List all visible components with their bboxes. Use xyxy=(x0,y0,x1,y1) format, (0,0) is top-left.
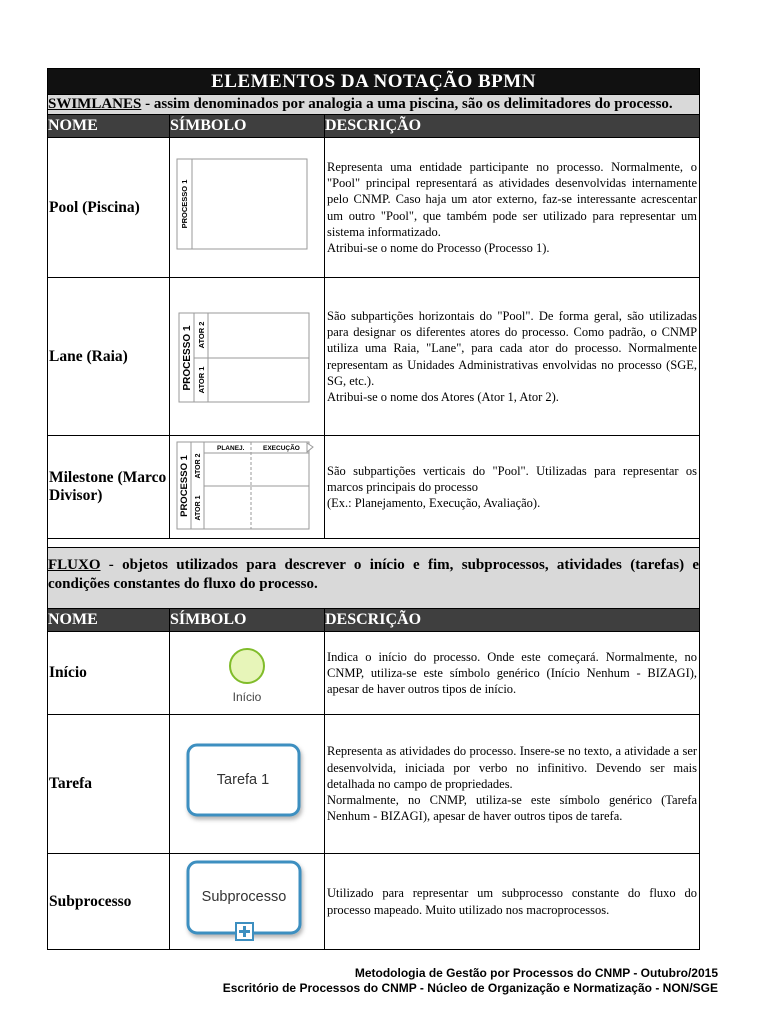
bpmn-elements-table xyxy=(47,68,700,950)
header-symbol: SÍMBOLO xyxy=(170,115,325,138)
row-name: Lane (Raia) xyxy=(48,278,170,436)
subprocess-caption: Subprocesso xyxy=(201,889,287,905)
lane-actor2-label: ATOR 2 xyxy=(197,321,206,349)
header-name: NOME xyxy=(48,609,170,632)
footer-line: Escritório de Processos do CNMP - Núcleo de Organização e Normatização - NON/SGE xyxy=(222,981,718,995)
swimlanes-intro-text: - assim denominados por analogia a uma piscina, são os delimitadores do processo. xyxy=(141,96,673,112)
milestone-phase2-label: EXECUÇÃO xyxy=(263,445,300,452)
task-caption: Tarefa 1 xyxy=(216,772,270,788)
description-text: Utilizado para representar um subprocesso constante do fluxo do processo mapeado. Muito utilizado nos macroprocessos. xyxy=(327,886,698,917)
description-text: Representa uma entidade participante no processo. Normalmente, o "Pool" principal representará as atividades desenvolvidas internamente pelo CNMP. Caso haja um ator externo, faz-se interessante acrescentar um outro "Pool", que também pode ser utilizado para representar um sistema informatizado. xyxy=(327,159,698,239)
start-event-symbol xyxy=(170,632,325,715)
table-row xyxy=(48,138,700,278)
description-text: Indica o início do processo. Onde este começará. Normalmente, no CNMP, utiliza-se este símbolo genérico (Início Nenhum - BIZAGI), apesar de haver outros tipos de início. xyxy=(327,649,698,697)
page-footer xyxy=(223,966,718,996)
row-name: Pool (Piscina) xyxy=(48,138,170,278)
row-description xyxy=(325,436,700,539)
fluxo-header-row xyxy=(48,609,700,632)
description-text: Normalmente, no CNMP, utiliza-se este símbolo genérico (Tarefa Nenhum - BIZAGI), apesar de haver outros tipos de tarefa. xyxy=(327,793,698,824)
header-description: DESCRIÇÃO xyxy=(325,115,700,138)
fluxo-intro xyxy=(48,548,700,609)
row-description xyxy=(325,854,700,950)
pool-symbol xyxy=(170,138,325,278)
row-description xyxy=(325,138,700,278)
row-name: Início xyxy=(48,632,170,715)
row-name: Subprocesso xyxy=(48,854,170,950)
table-row xyxy=(48,278,700,436)
lane-actor1-label: ATOR 1 xyxy=(197,366,206,394)
milestone-actor2-label: ATOR 2 xyxy=(195,453,202,479)
swimlanes-header-row xyxy=(48,115,700,138)
start-event-caption: Início xyxy=(232,690,262,704)
footer-line: Metodologia de Gestão por Processos do CNMP - Outubro/2015 xyxy=(354,966,718,980)
description-text: (Ex.: Planejamento, Execução, Avaliação). xyxy=(327,496,541,511)
start-event-circle xyxy=(230,649,264,683)
table-row xyxy=(48,632,700,715)
row-name: Milestone (Marco Divisor) xyxy=(48,436,170,539)
fluxo-term: FLUXO xyxy=(48,557,101,573)
header-description: DESCRIÇÃO xyxy=(325,609,700,632)
row-description xyxy=(325,632,700,715)
task-symbol xyxy=(170,715,325,854)
row-description xyxy=(325,278,700,436)
swimlanes-term: SWIMLANES xyxy=(48,96,142,112)
plus-icon xyxy=(236,923,253,940)
table-row xyxy=(48,436,700,539)
subprocess-symbol xyxy=(170,854,325,950)
milestone-symbol xyxy=(170,436,325,539)
description-text: Representa as atividades do processo. Insere-se no texto, a atividade a ser desenvolvida, iniciada por verbo no infinitivo. Devendo ser mais detalhada no campo de propriedades. xyxy=(327,744,698,791)
milestone-process-label: PROCESSO 1 xyxy=(179,455,190,517)
fluxo-intro-text: - objetos utilizados para descrever o início e fim, subprocessos, atividades (tarefas) e condições constantes do fluxo do processo. xyxy=(48,557,700,592)
row-name: Tarefa xyxy=(48,715,170,854)
swimlanes-intro xyxy=(48,95,700,115)
description-text: São subpartições verticais do "Pool". Utilizadas para representar os marcos principais do processo xyxy=(327,463,698,494)
pool-process-label: PROCESSO 1 xyxy=(180,179,189,229)
milestone-phase1-label: PLANEJ. xyxy=(217,445,245,452)
document-title: ELEMENTOS DA NOTAÇÃO BPMN xyxy=(48,69,700,95)
row-description xyxy=(325,715,700,854)
description-text: Atribui-se o nome dos Atores (Ator 1, Ator 2). xyxy=(327,390,559,405)
header-name: NOME xyxy=(48,115,170,138)
description-text: Atribui-se o nome do Processo (Processo 1). xyxy=(327,241,550,256)
description-text: São subpartições horizontais do "Pool". De forma geral, são utilizadas para designar os diferentes atores do processo. Como padrão, o CNMP utiliza uma Raia, "Lane", para cada ator do processo. Normalmente representam as Unidades Administrativas envolvidas no processo (SGE, SG, etc.). xyxy=(327,308,698,388)
header-symbol: SÍMBOLO xyxy=(170,609,325,632)
lane-symbol xyxy=(170,278,325,436)
lane-process-label: PROCESSO 1 xyxy=(182,325,193,391)
table-row xyxy=(48,854,700,950)
table-row xyxy=(48,715,700,854)
milestone-actor1-label: ATOR 1 xyxy=(195,495,202,521)
